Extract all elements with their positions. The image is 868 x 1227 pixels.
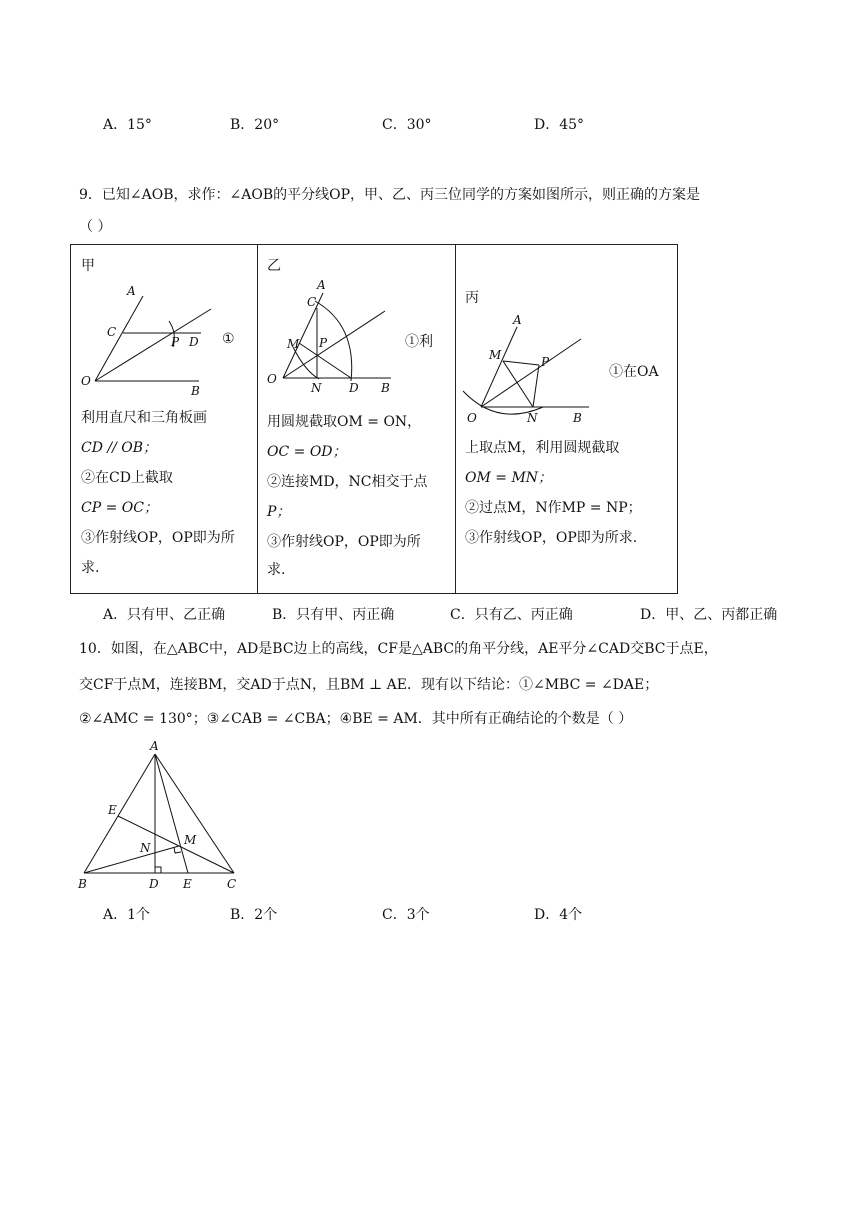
table-divider	[257, 245, 258, 593]
q9-stem: 9．已知∠AOB，求作：∠AOB的平分线OP，甲、乙、丙三位同学的方案如图所示，则正确的方案是	[79, 187, 701, 203]
panel-yi-title: 乙	[267, 258, 281, 274]
label-M: M	[489, 348, 502, 362]
panel-bing-line: ③作射线OP，OP即为所求.	[465, 530, 638, 546]
q10-option-a: A．1个	[103, 907, 151, 923]
label-B: B	[78, 877, 87, 891]
q9-option-d: D．甲、乙、丙都正确	[640, 607, 778, 623]
panel-yi-line: ②连接MD，NC相交于点	[267, 474, 428, 490]
label-A: A	[317, 278, 326, 292]
panel-jia-line: 利用直尺和三角板画	[81, 410, 207, 426]
panel-bing-step1-marker: ①在OA	[609, 364, 659, 380]
panel-jia-line: CP = OC；	[81, 500, 158, 516]
panel-bing-line: OM = MN；	[465, 470, 553, 486]
label-P: P	[541, 355, 550, 369]
panel-yi-line: P；	[267, 504, 291, 520]
panel-jia-step1-marker: ①	[222, 331, 235, 347]
q9-option-b: B．只有甲、丙正确	[272, 607, 395, 623]
label-M: M	[287, 337, 300, 351]
panel-bing-title: 丙	[465, 290, 479, 306]
panel-jia-title: 甲	[81, 258, 95, 274]
label-N: N	[527, 411, 538, 425]
label-N: N	[140, 841, 151, 855]
panel-yi-figure	[261, 275, 401, 395]
q8-option-d: D．45°	[534, 117, 585, 133]
label-O: O	[267, 372, 277, 386]
panel-jia-line: CD // OB；	[81, 440, 158, 456]
q9-option-a: A．只有甲、乙正确	[103, 607, 226, 623]
q8-option-b: B．20°	[230, 117, 280, 133]
panel-yi-line: OC = OD；	[267, 444, 347, 460]
label-E-on-BC: E	[183, 877, 192, 891]
label-A: A	[127, 284, 136, 298]
label-A: A	[150, 739, 159, 753]
q10-triangle-figure	[74, 734, 254, 894]
label-E-on-AB: E	[108, 803, 117, 817]
panel-jia-line: ②在CD上截取	[81, 470, 173, 486]
q8-option-a: A．15°	[103, 117, 152, 133]
panel-yi-line: ③作射线OP，OP即为所	[267, 534, 421, 550]
label-O: O	[467, 411, 477, 425]
label-D: D	[149, 877, 159, 891]
label-C: C	[307, 295, 317, 309]
label-B: B	[573, 411, 582, 425]
label-N: N	[311, 381, 322, 395]
label-C: C	[227, 877, 237, 891]
label-P: P	[319, 336, 328, 350]
q10-option-c: C．3个	[382, 907, 430, 923]
panel-yi-step1-marker: ①利	[405, 334, 433, 350]
label-C: C	[107, 325, 117, 339]
label-O: O	[81, 374, 91, 388]
q9-option-c: C．只有乙、丙正确	[450, 607, 573, 623]
label-A: A	[513, 313, 522, 327]
label-D: D	[189, 335, 199, 349]
panel-yi-line: 用圆规截取OM = ON，	[267, 414, 422, 430]
table-divider	[455, 245, 456, 593]
q8-option-c: C．30°	[382, 117, 432, 133]
panel-bing-figure	[457, 311, 597, 425]
label-M: M	[184, 833, 197, 847]
q10-option-d: D．4个	[534, 907, 583, 923]
panel-jia-figure	[77, 281, 227, 399]
panel-yi-line: 求.	[267, 562, 286, 578]
label-B: B	[191, 384, 200, 398]
q9-solution-table	[70, 244, 678, 594]
panel-jia-line: ③作射线OP，OP即为所	[81, 530, 235, 546]
q10-stem-line2: 交CF于点M，连接BM，交AD于点N，且BM ⊥ AE．现有以下结论：①∠MBC = ∠DAE；	[79, 677, 659, 693]
q10-option-b: B．2个	[230, 907, 278, 923]
q10-stem-line3: ②∠AMC = 130°；③∠CAB = ∠CBA；④BE = AM．其中所有正确结论的个数是（ ）	[79, 711, 633, 727]
panel-bing-line: 上取点M，利用圆规截取	[465, 440, 620, 456]
panel-bing-line: ②过点M，N作MP = NP；	[465, 500, 642, 516]
q10-stem-line1: 10．如图，在△ABC中，AD是BC边上的高线，CF是△ABC的角平分线，AE平分∠CAD交BC于点E，	[79, 641, 718, 657]
label-B: B	[381, 381, 390, 395]
label-D: D	[349, 381, 359, 395]
label-P: P	[171, 335, 180, 349]
panel-jia-line: 求.	[81, 560, 100, 576]
q9-paren: （ ）	[79, 219, 112, 235]
